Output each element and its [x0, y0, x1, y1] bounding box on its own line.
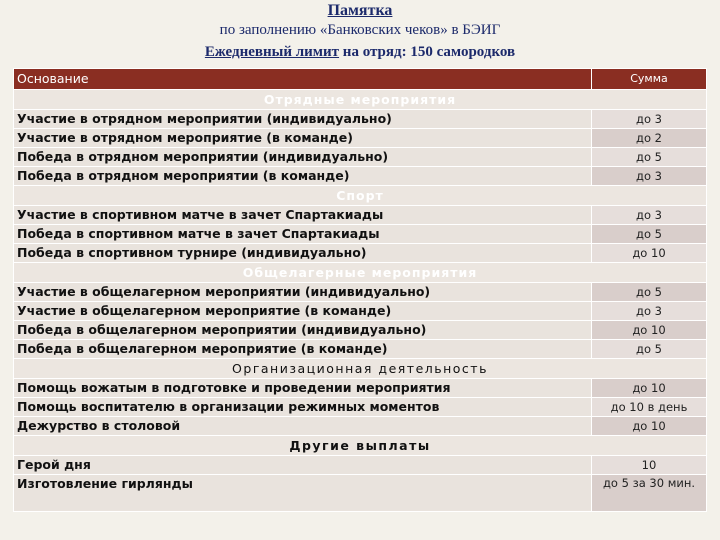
table-row: [14, 379, 707, 398]
row-basis-label: Участие в общелагерном мероприятие (в команде): [14, 302, 592, 321]
table-row: [14, 283, 707, 302]
row-basis-label: Победа в общелагерном мероприятии (индивидуально): [14, 321, 592, 340]
row-sum-value: до 3: [592, 110, 707, 129]
section-title: Другие выплаты: [14, 436, 707, 456]
section-header-row: [14, 90, 707, 110]
table-row: [14, 110, 707, 129]
row-sum-value: до 2: [592, 129, 707, 148]
row-sum-value: до 10 в день: [592, 398, 707, 417]
daily-limit-line: [0, 42, 720, 62]
row-basis-label: Изготовление гирлянды: [14, 475, 592, 512]
row-sum-value: до 10: [592, 244, 707, 263]
row-basis-label: Герой дня: [14, 456, 592, 475]
row-basis-label: Участие в спортивном матче в зачет Спартакиады: [14, 206, 592, 225]
section-header-row: [14, 359, 707, 379]
row-basis-label: Дежурство в столовой: [14, 417, 592, 436]
section-title: Спорт: [14, 186, 707, 206]
row-sum-value: до 10: [592, 417, 707, 436]
table-row: [14, 225, 707, 244]
table-row: [14, 129, 707, 148]
table-row: [14, 148, 707, 167]
row-sum-value: до 5: [592, 148, 707, 167]
section-title: Организационная деятельность: [14, 359, 707, 379]
table-row: [14, 340, 707, 359]
row-sum-value: до 3: [592, 206, 707, 225]
table-row: [14, 475, 707, 512]
row-sum-value: до 10: [592, 321, 707, 340]
table-row: [14, 417, 707, 436]
table-row: [14, 302, 707, 321]
table-row: [14, 244, 707, 263]
row-sum-value: до 3: [592, 167, 707, 186]
row-basis-label: Помощь вожатым в подготовке и проведении мероприятия: [14, 379, 592, 398]
payments-table: [13, 68, 707, 512]
row-basis-label: Участие в отрядном мероприятие (в команде): [14, 129, 592, 148]
row-basis-label: Участие в отрядном мероприятии (индивидуально): [14, 110, 592, 129]
row-basis-label: Победа в спортивном турнире (индивидуально): [14, 244, 592, 263]
row-sum-value: до 5 за 30 мин.: [592, 475, 707, 512]
memo-subtitle: по заполнению «Банковских чеков» в БЭИГ: [219, 22, 501, 38]
row-sum-value: до 5: [592, 340, 707, 359]
table-row: [14, 321, 707, 340]
row-sum-value: до 5: [592, 283, 707, 302]
row-sum-value: 10: [592, 456, 707, 475]
row-basis-label: Победа в отрядном мероприятии (в команде): [14, 167, 592, 186]
row-sum-value: до 5: [592, 225, 707, 244]
column-header-basis: Основание: [14, 69, 592, 90]
column-header-sum: Сумма: [592, 69, 707, 90]
table-row: [14, 206, 707, 225]
table-header-row: [14, 69, 707, 90]
table-row: [14, 398, 707, 417]
row-sum-value: до 3: [592, 302, 707, 321]
table-row: [14, 456, 707, 475]
section-header-row: [14, 186, 707, 206]
section-title: Отрядные мероприятия: [14, 90, 707, 110]
table-row: [14, 167, 707, 186]
row-basis-label: Победа в общелагерном мероприятие (в команде): [14, 340, 592, 359]
row-basis-label: Участие в общелагерном мероприятии (индивидуально): [14, 283, 592, 302]
daily-limit-text: на отряд: 150 самородков: [339, 44, 516, 60]
row-basis-label: Помощь воспитателю в организации режимных моментов: [14, 398, 592, 417]
row-basis-label: Победа в отрядном мероприятии (индивидуально): [14, 148, 592, 167]
section-title: Общелагерные мероприятия: [14, 263, 707, 283]
daily-limit-label: Ежедневный лимит: [204, 44, 340, 60]
memo-title: Памятка: [327, 2, 393, 19]
section-header-row: [14, 436, 707, 456]
section-header-row: [14, 263, 707, 283]
row-sum-value: до 10: [592, 379, 707, 398]
row-basis-label: Победа в спортивном матче в зачет Спартакиады: [14, 225, 592, 244]
